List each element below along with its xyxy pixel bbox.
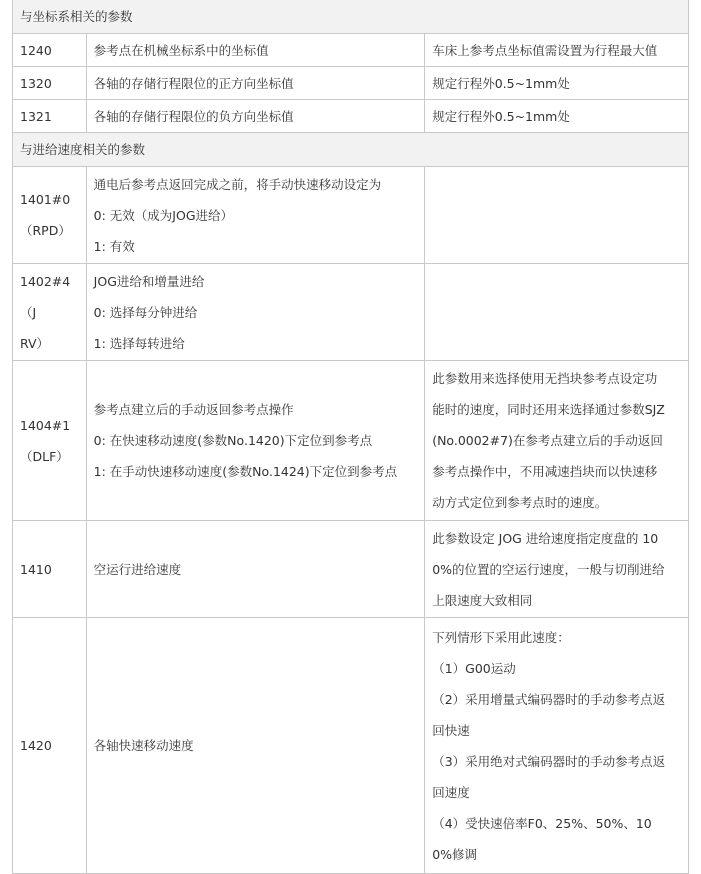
param-note: 规定行程外0.5~1mm处 xyxy=(425,67,689,100)
param-note: 规定行程外0.5~1mm处 xyxy=(425,100,689,133)
param-note: 此参数用来选择使用无挡块参考点设定功 能时的速度，同时还用来选择通过参数SJZ (No.0002#7)在参考点建立后的手动返回 参考点操作中，不用减速挡块而以快速移 动方式定位到参考点时的速度。 xyxy=(425,361,689,521)
table-row xyxy=(13,34,689,67)
param-number: 1404#1 （DLF） xyxy=(13,361,87,521)
table-row xyxy=(13,167,689,264)
param-note xyxy=(425,167,689,264)
param-description: JOG进给和增量进给 0: 选择每分钟进给 1: 选择每转进给 xyxy=(86,264,425,361)
param-description: 各轴的存储行程限位的正方向坐标值 xyxy=(86,67,425,100)
param-note xyxy=(425,264,689,361)
section-title: 与坐标系相关的参数 xyxy=(13,0,689,34)
param-number: 1420 xyxy=(13,618,87,874)
param-description: 参考点建立后的手动返回参考点操作 0: 在快速移动速度(参数No.1420)下定位到参考点 1: 在手动快速移动速度(参数No.1424)下定位到参考点 xyxy=(86,361,425,521)
table-row xyxy=(13,521,689,618)
section-header-row xyxy=(13,133,689,167)
table-row xyxy=(13,618,689,874)
param-number: 1402#4（J RV） xyxy=(13,264,87,361)
param-description: 各轴的存储行程限位的负方向坐标值 xyxy=(86,100,425,133)
table-row xyxy=(13,100,689,133)
param-number: 1410 xyxy=(13,521,87,618)
param-description: 空运行进给速度 xyxy=(86,521,425,618)
param-note: 车床上参考点坐标值需设置为行程最大值 xyxy=(425,34,689,67)
param-description: 参考点在机械坐标系中的坐标值 xyxy=(86,34,425,67)
param-number: 1320 xyxy=(13,67,87,100)
param-number: 1240 xyxy=(13,34,87,67)
parameter-table xyxy=(12,0,689,874)
table-row xyxy=(13,361,689,521)
param-description: 各轴快速移动速度 xyxy=(86,618,425,874)
param-number: 1401#0 （RPD） xyxy=(13,167,87,264)
param-note: 此参数设定 JOG 进给速度指定度盘的 10 0%的位置的空运行速度，一般与切削进给 上限速度大致相同 xyxy=(425,521,689,618)
param-number: 1321 xyxy=(13,100,87,133)
table-row xyxy=(13,67,689,100)
table-row xyxy=(13,264,689,361)
section-header-row xyxy=(13,0,689,34)
param-description: 通电后参考点返回完成之前，将手动快速移动设定为 0: 无效（成为JOG进给） 1: 有效 xyxy=(86,167,425,264)
param-note: 下列情形下采用此速度： （1）G00运动 （2）采用增量式编码器时的手动参考点返 回快速 （3）采用绝对式编码器时的手动参考点返 回速度 （4）受快速倍率F0、25%、50%、10 0%修调 xyxy=(425,618,689,874)
section-title: 与进给速度相关的参数 xyxy=(13,133,689,167)
